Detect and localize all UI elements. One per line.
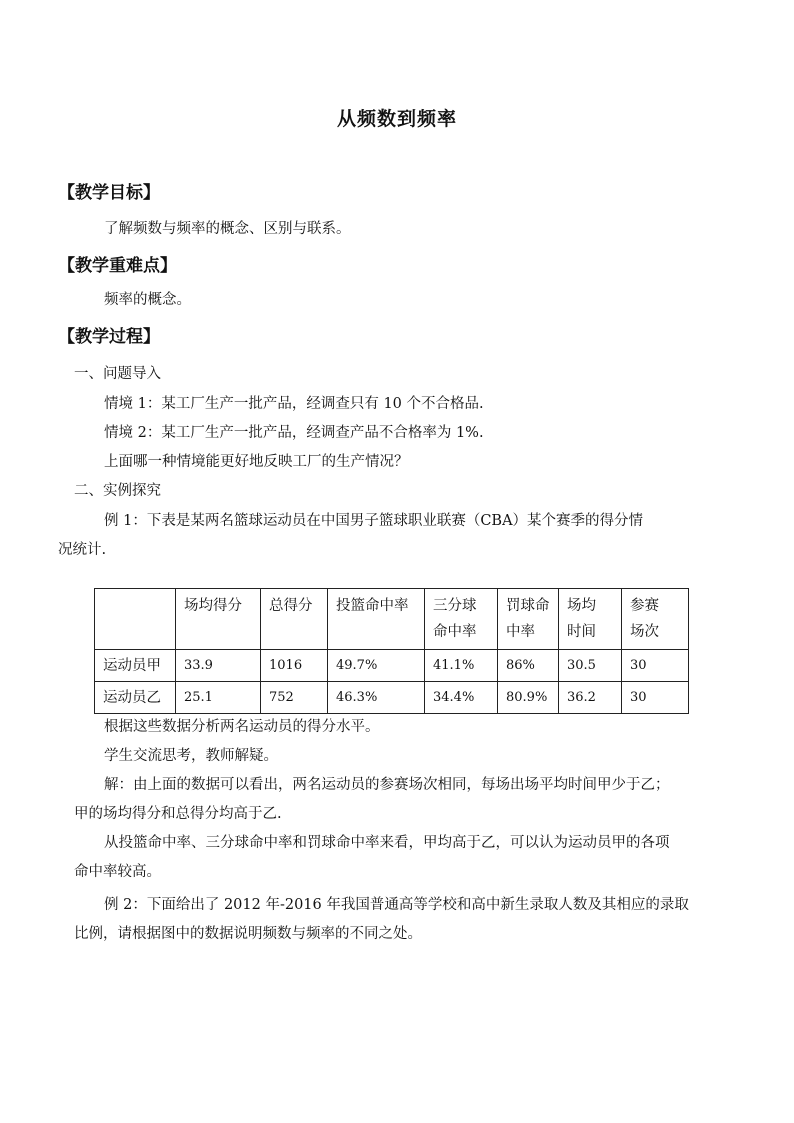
goals-heading: 【教学目标】 <box>58 183 160 203</box>
table-cell: 46.3% <box>328 682 425 714</box>
discussion-note: 学生交流思考，教师解疑。 <box>104 748 278 764</box>
scenario-question: 上面哪一种情境能更好地反映工厂的生产情况？ <box>104 454 409 470</box>
analysis-prompt: 根据这些数据分析两名运动员的得分水平。 <box>104 719 380 735</box>
table-header-cell: 参赛 场次 <box>622 589 689 650</box>
table-header-cell: 总得分 <box>261 589 328 650</box>
table-cell: 80.9% <box>498 682 559 714</box>
scenario-2: 情境 2：某工厂生产一批产品，经调查产品不合格率为 1%. <box>104 425 484 441</box>
table-cell: 36.2 <box>559 682 622 714</box>
example1-line1: 例 1：下表是某两名篮球运动员在中国男子篮球职业联赛（CBA）某个赛季的得分情 <box>104 513 644 529</box>
solution-line1: 解：由上面的数据可以看出，两名运动员的参赛场次相同，每场出场平均时间甲少于乙； <box>104 777 670 793</box>
example1-line2: 况统计. <box>58 542 107 558</box>
table-cell: 33.9 <box>176 650 261 682</box>
part1-heading: 一、问题导入 <box>74 366 161 382</box>
solution-line2: 甲的场均得分和总得分均高于乙. <box>74 806 282 822</box>
table-cell: 运动员乙 <box>95 682 176 714</box>
example2-line2: 比例，请根据图中的数据说明频数与频率的不同之处。 <box>74 926 422 942</box>
table-header-row <box>95 589 689 650</box>
table-cell: 49.7% <box>328 650 425 682</box>
key-points-heading: 【教学重难点】 <box>58 256 177 276</box>
table-cell: 86% <box>498 650 559 682</box>
scenario-1: 情境 1：某工厂生产一批产品，经调查只有 10 个不合格品. <box>104 396 484 412</box>
table-cell: 1016 <box>261 650 328 682</box>
table-header-cell: 投篮命中率 <box>328 589 425 650</box>
table-header-cell: 罚球命 中率 <box>498 589 559 650</box>
page-title: 从频数到频率 <box>336 108 457 130</box>
solution-line3: 从投篮命中率、三分球命中率和罚球命中率来看，甲均高于乙，可以认为运动员甲的各项 <box>104 835 670 851</box>
example2-line1: 例 2：下面给出了 2012 年-2016 年我国普通高等学校和高中新生录取人数及其相应的录取 <box>104 897 689 913</box>
solution-line4: 命中率较高。 <box>74 864 161 880</box>
table-cell: 34.4% <box>425 682 498 714</box>
table-cell: 25.1 <box>176 682 261 714</box>
table-cell: 30 <box>622 682 689 714</box>
table-header-cell: 场均 时间 <box>559 589 622 650</box>
process-heading: 【教学过程】 <box>58 327 160 347</box>
table-header-cell <box>95 589 176 650</box>
table-cell: 41.1% <box>425 650 498 682</box>
part2-heading: 二、实例探究 <box>74 483 161 499</box>
table-header-cell: 场均得分 <box>176 589 261 650</box>
table-row <box>95 650 689 682</box>
table-cell: 752 <box>261 682 328 714</box>
table-cell: 30.5 <box>559 650 622 682</box>
table-cell: 运动员甲 <box>95 650 176 682</box>
table-cell: 30 <box>622 650 689 682</box>
table-row <box>95 682 689 714</box>
goals-text: 了解频数与频率的概念、区别与联系。 <box>104 221 351 237</box>
table-header-cell: 三分球 命中率 <box>425 589 498 650</box>
stats-table <box>94 588 689 714</box>
key-points-text: 频率的概念。 <box>104 292 191 308</box>
